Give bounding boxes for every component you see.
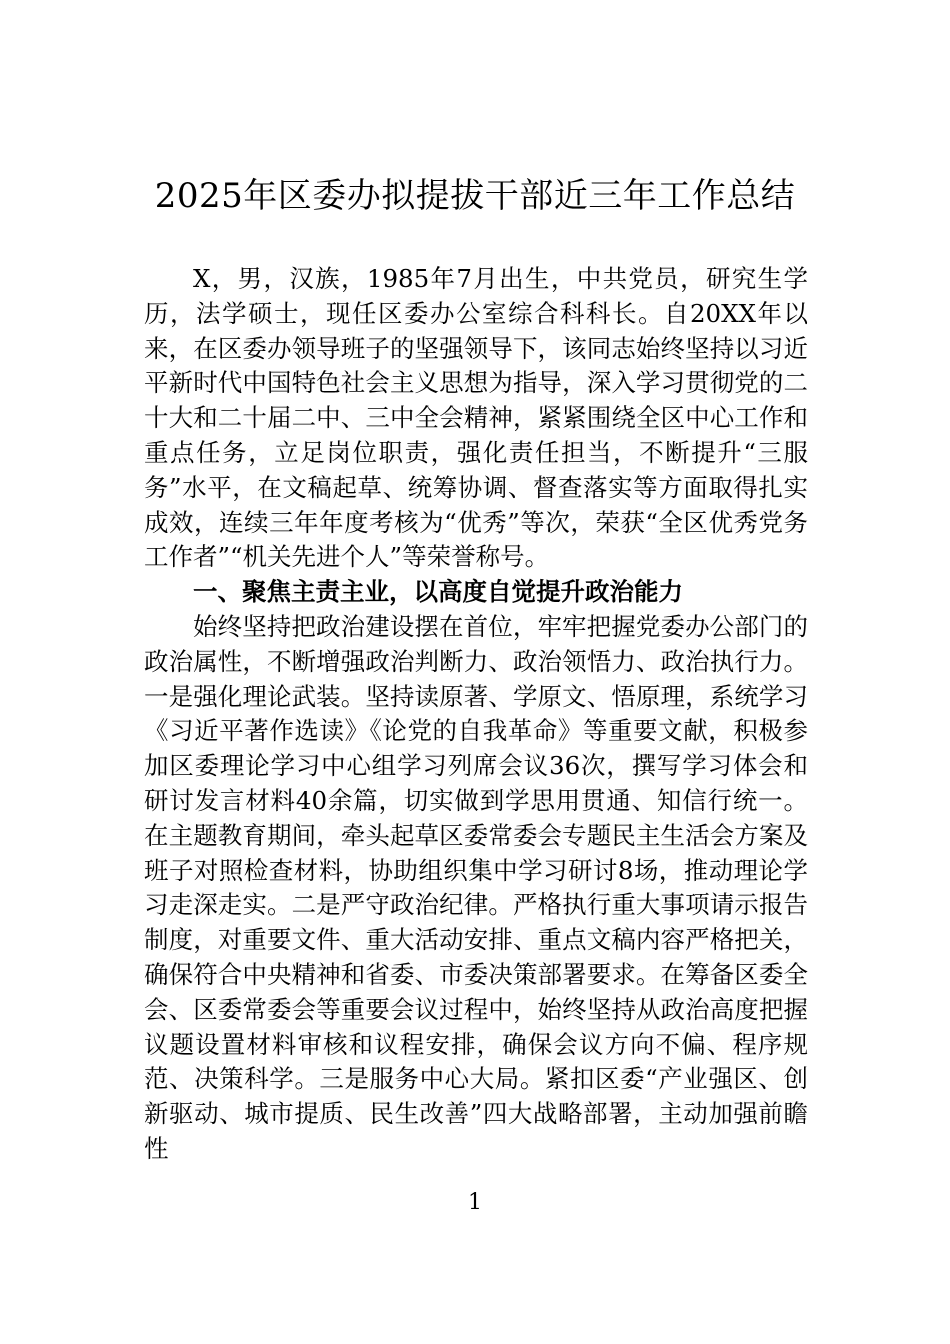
page-number: 1 [468, 1190, 482, 1215]
intro-paragraph: X，男，汉族，1985年7月出生，中共党员，研究生学历，法学硕士，现任区委办公室综合科科长。自20XX年以来，在区委办领导班子的坚强领导下，该同志始终坚持以习近平新时代中国特色社会主义思想为指导，深入学习贯彻党的二十大和二十届二中、三中全会精神，紧紧围绕全区中心工作和重点任务，立足岗位职责，强化责任担当，不断提升“三服务”水平，在文稿起草、统筹协调、督查落实等方面取得扎实成效，连续三年年度考核为“优秀”等次，荣获“全区优秀党务工作者”“机关先进个人”等荣誉称号。 [144, 264, 808, 572]
body-paragraph: 始终坚持把政治建设摆在首位，牢牢把握党委办公部门的政治属性，不断增强政治判断力、政治领悟力、政治执行力。一是强化理论武装。坚持读原著、学原文、悟原理，系统学习《习近平著作选读》《论党的自我革命》等重要文献，积极参加区委理论学习中心组学习列席会议36次，撰写学习体会和研讨发言材料40余篇，切实做到学思用贯通、知信行统一。在主题教育期间，牵头起草区委常委会专题民主生活会方案及班子对照检查材料，协助组织集中学习研讨8场，推动理论学习走深走实。二是严守政治纪律。严格执行重大事项请示报告制度，对重要文件、重大活动安排、重点文稿内容严格把关，确保符合中央精神和省委、市委决策部署要求。在筹备区委全会、区委常委会等重要会议过程中，始终坚持从政治高度把握议题设置材料审核和议程安排，确保会议方向不偏、程序规范、决策科学。三是服务中心大局。紧扣区委“产业强区、创新驱动、城市提质、民生改善”四大战略部署，主动加强前瞻性 [144, 611, 808, 1163]
document-body [144, 262, 808, 1167]
section-heading: 一、聚焦主责主业，以高度自觉提升政治能力 [193, 577, 683, 607]
document-title: 2025年区委办拟提拔干部近三年工作总结 [154, 176, 796, 216]
